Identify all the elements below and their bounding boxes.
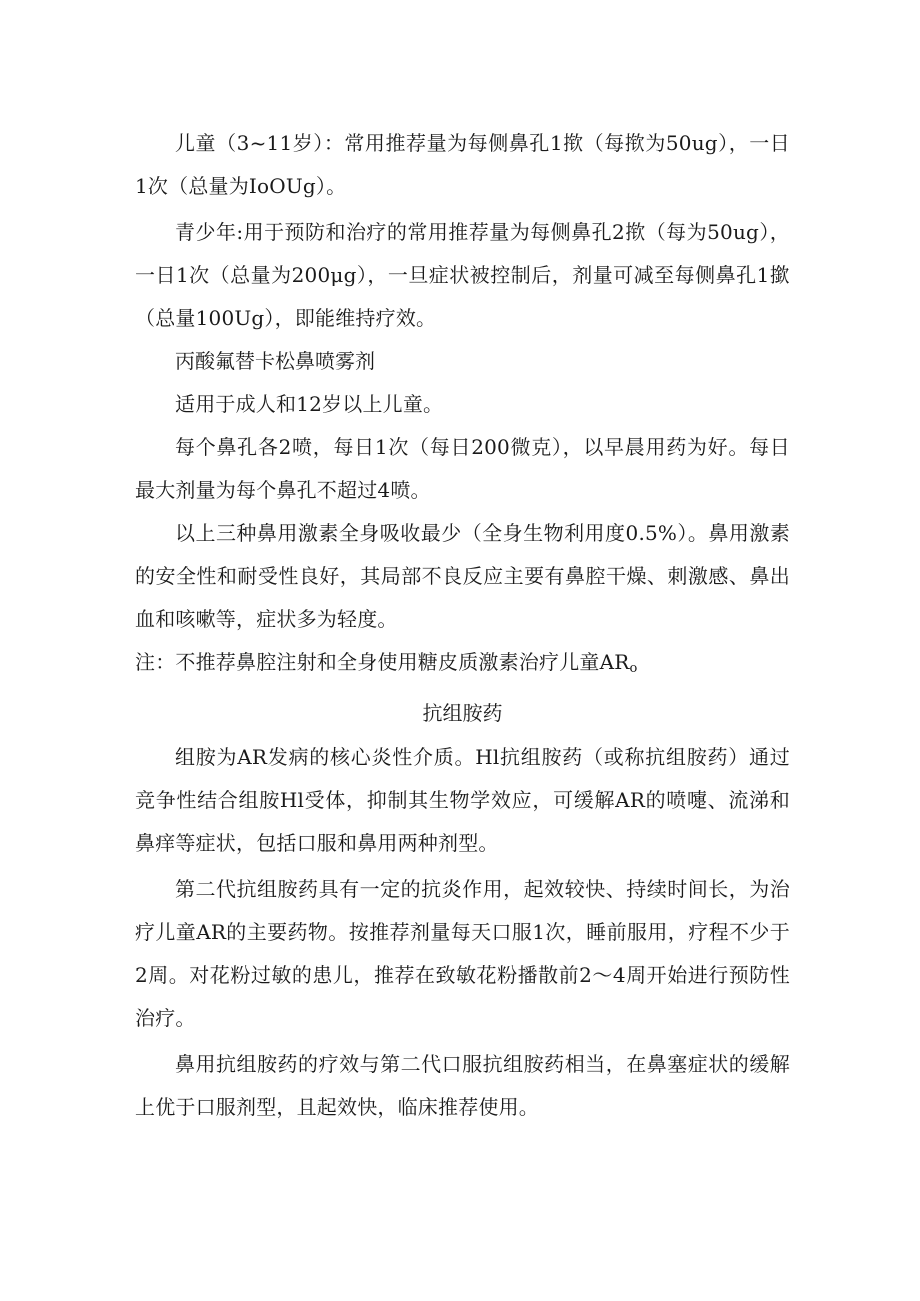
paragraph-adolescent-dosage: 青少年:用于预防和治疗的常用推荐量为每侧鼻孔2揿（每为50ug），一日1次（总量为200μg），一旦症状被控制后，剂量可减至每侧鼻孔1撳（总量100Ug），即能维持疗效。 bbox=[135, 220, 790, 330]
paragraph-nasal-antihistamine: 鼻用抗组胺药的疗效与第二代口服抗组胺药相当，在鼻塞症状的缓解上优于口服剂型，且起效快，临床推荐使用。 bbox=[135, 1052, 790, 1119]
paragraph-histamine-mechanism: 组胺为AR发病的核心炎性介质。Hl抗组胺药（或称抗组胺药）通过竞争性结合组胺Hl受体，抑制其生物学效应，可缓解AR的喷嚏、流涕和鼻痒等症状，包括口服和鼻用两种剂型。 bbox=[135, 745, 790, 855]
heading-fluticasone-spray: 丙酸氟替卡松鼻喷雾剂 bbox=[175, 349, 375, 373]
paragraph-fluticasone-dose: 每个鼻孔各2喷，每日1次（每日200微克），以早晨用药为好。每日最大剂量为每个鼻孔不超过4喷。 bbox=[135, 435, 790, 502]
paragraph-second-generation: 第二代抗组胺药具有一定的抗炎作用，起效较快、持续时间长，为治疗儿童AR的主要药物。按推荐剂量每天口服1次，睡前服用，疗程不少于2周。对花粉过敏的患儿，推荐在致敏花粉播散前2～4周开始进行预防性治疗。 bbox=[135, 877, 790, 1030]
note-text: 注：不推荐鼻腔注射和全身使用糖皮质激素治疗儿童AR bbox=[135, 650, 630, 674]
paragraph-steroid-safety: 以上三种鼻用激素全身吸收最少（全身生物利用度0.5%）。鼻用激素的安全性和耐受性良好，其局部不良反应主要有鼻腔干燥、刺激感、鼻出血和咳嗽等，症状多为轻度。 bbox=[135, 521, 790, 631]
paragraph-fluticasone-applicable: 适用于成人和12岁以上儿童。 bbox=[175, 392, 444, 416]
paragraph-note bbox=[135, 641, 790, 690]
note-subscript: o bbox=[629, 661, 638, 676]
document-body bbox=[135, 122, 790, 1129]
heading-antihistamines: 抗组胺药 bbox=[422, 701, 503, 725]
paragraph-children-dosage: 儿童（3~11岁）：常用推荐量为每侧鼻孔1揿（每揿为50ug），一日1次（总量为IoOUg）。 bbox=[135, 131, 790, 198]
